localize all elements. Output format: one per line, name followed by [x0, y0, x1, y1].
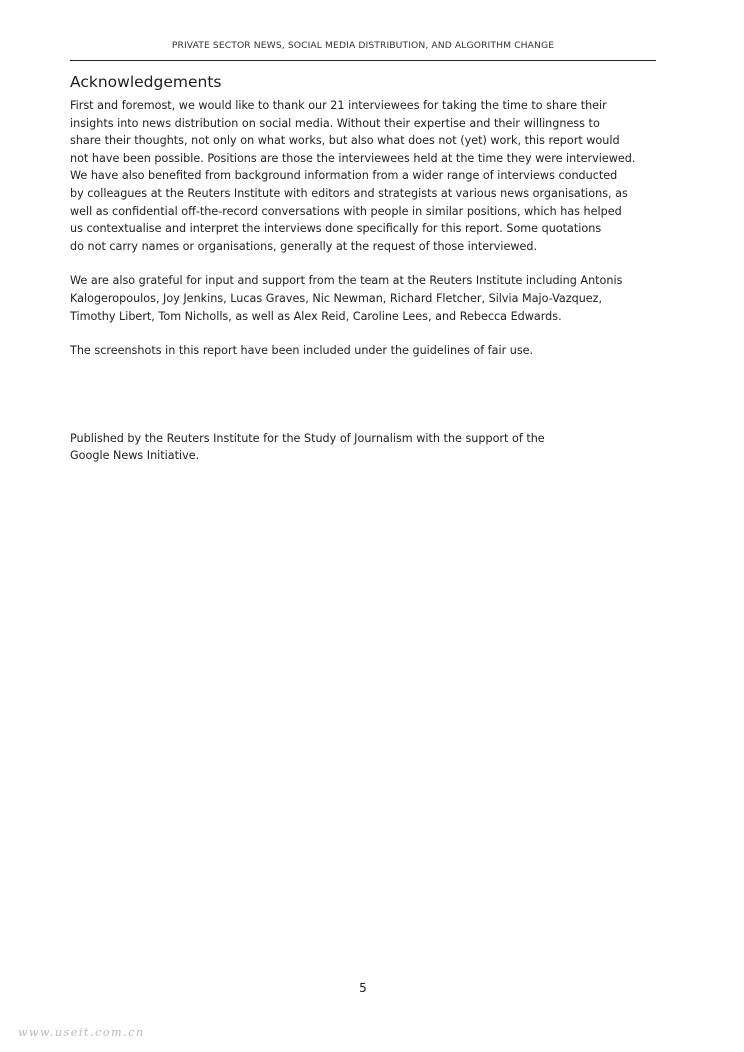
text-line: We are also grateful for input and support from the team at the Reuters Institute including Antonis: [70, 274, 623, 288]
paragraph-spacer: [70, 360, 656, 430]
acknowledgements-section: [70, 72, 656, 465]
text-line: us contextualise and interpret the interviews done specifically for this report. Some quotations: [70, 222, 602, 236]
text-line: not have been possible. Positions are those the interviewees held at the time they were interviewed.: [70, 151, 636, 165]
text-line: Kalogeropoulos, Joy Jenkins, Lucas Graves, Nic Newman, Richard Fletcher, Silvia Majo-Vazquez,: [70, 291, 603, 305]
text-line: The screenshots in this report have been included under the guidelines of fair use.: [70, 344, 534, 358]
running-header: PRIVATE SECTOR NEWS, SOCIAL MEDIA DISTRIBUTION, AND ALGORITHM CHANGE: [171, 40, 555, 51]
text-line: We have also benefited from background information from a wider range of interviews conducted: [70, 169, 618, 183]
paragraph-fair-use: [70, 342, 656, 360]
paragraph-team-thanks: [70, 272, 656, 325]
text-line: Published by the Reuters Institute for the Study of Journalism with the support of the: [70, 431, 545, 445]
text-line: First and foremost, we would like to thank our 21 interviewees for taking the time to share their: [70, 99, 607, 112]
header-rule: [70, 60, 656, 61]
text-line: by colleagues at the Reuters Institute with editors and strategists at various news organisations, as: [70, 186, 628, 200]
watermark: www.useit.com.cn: [18, 1026, 145, 1039]
page-number: 5: [359, 981, 367, 995]
text-line: share their thoughts, not only on what works, but also what does not (yet) work, this report would: [70, 134, 620, 148]
text-line: well as confidential off-the-record conversations with people in similar positions, which has helped: [70, 204, 622, 218]
text-line: insights into news distribution on social media. Without their expertise and their willingness to: [70, 116, 600, 130]
paragraph-interviewees: [70, 97, 656, 255]
paragraph-publisher: [70, 430, 656, 465]
text-line: Google News Initiative.: [70, 449, 200, 463]
paragraph-spacer: [70, 325, 656, 342]
section-heading: Acknowledgements: [70, 73, 222, 91]
text-line: Timothy Libert, Tom Nicholls, as well as Alex Reid, Caroline Lees, and Rebecca Edwards.: [70, 309, 562, 323]
paragraph-spacer: [70, 255, 656, 272]
text-line: do not carry names or organisations, generally at the request of those interviewed.: [70, 239, 538, 253]
